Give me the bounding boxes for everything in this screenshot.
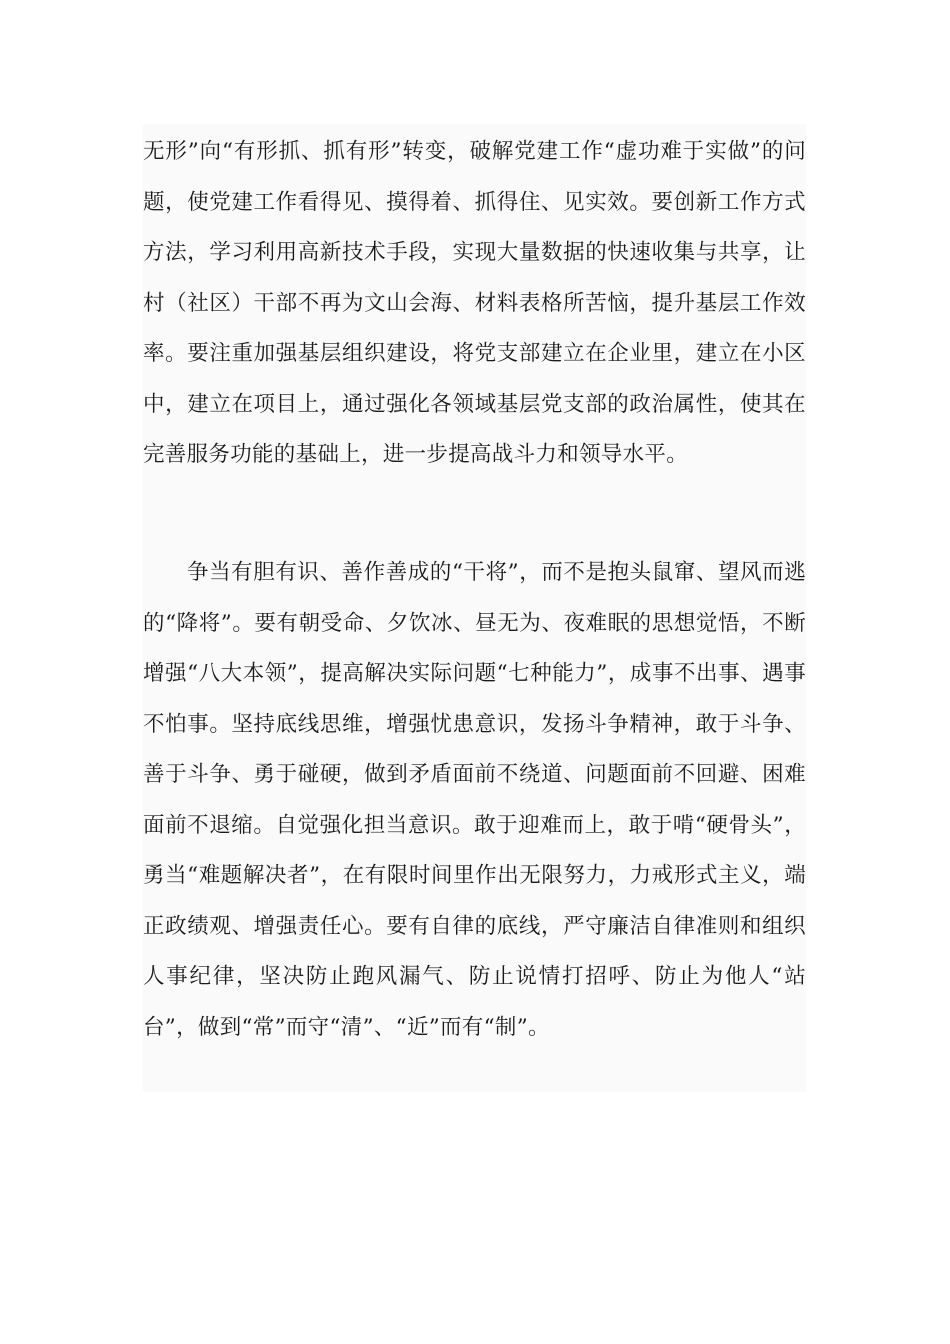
document-text-block xyxy=(143,124,806,1092)
paragraph-2: 争当有胆有识、善作善成的“干将”，而不是抱头鼠窜、望风而逃的“降将”。要有朝受命、夕饮冰、昼无为、夜难眠的思想觉悟，不断增强“八大本领”，提高解决实际问题“七种能力”，成事不出事、遇事不怕事。坚持底线思维，增强忧患意识，发扬斗争精神，敢于斗争、善于斗争、勇于碰硬，做到矛盾面前不绕道、问题面前不回避、困难面前不退缩。自觉强化担当意识。敢于迎难而上，敢于啃“硬骨头”，勇当“难题解决者”，在有限时间里作出无限努力，力戒形式主义，端正政绩观、增强责任心。要有自律的底线，严守廉洁自律准则和组织人事纪律，坚决防止跑风漏气、防止说情打招呼、防止为他人“站台”，做到“常”而守“清”、“近”而有“制”。 xyxy=(143,560,806,1040)
paragraph-1: 无形”向“有形抓、抓有形”转变，破解党建工作“虚功难于实做”的问题，使党建工作看得见、摸得着、抓得住、见实效。要创新工作方式方法，学习利用高新技术手段，实现大量数据的快速收集与共享，让村（社区）干部不再为文山会海、材料表格所苦恼，提升基层工作效率。要注重加强基层组织建设，将党支部建立在企业里，建立在小区中，建立在项目上，通过强化各领域基层党支部的政治属性，使其在完善服务功能的基础上，进一步提高战斗力和领导水平。 xyxy=(143,139,806,467)
